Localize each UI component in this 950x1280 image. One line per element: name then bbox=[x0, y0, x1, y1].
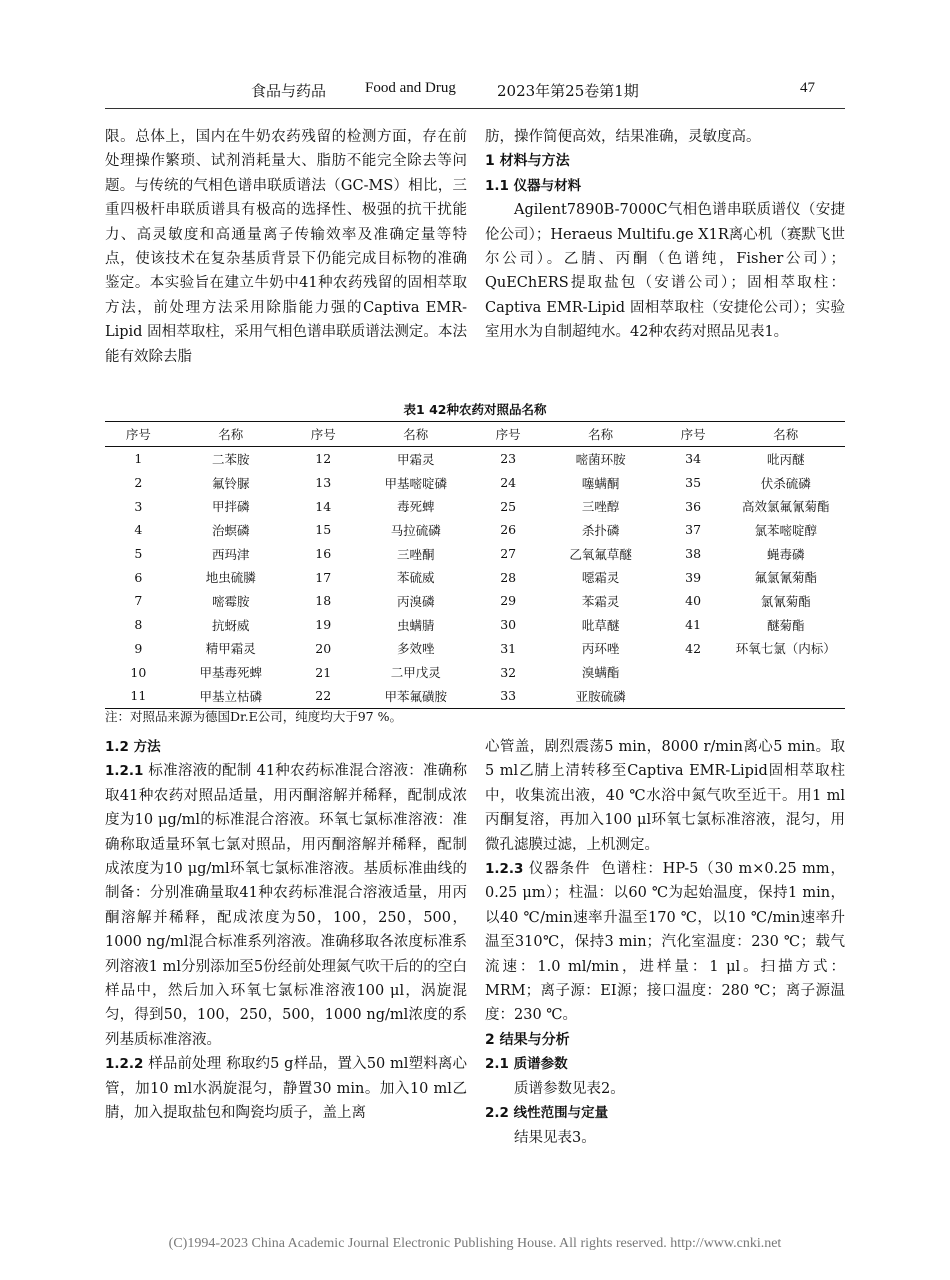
pesticide-table bbox=[105, 421, 845, 709]
pesticide-name-cell: 地虫硫膦 bbox=[205, 570, 256, 586]
pesticide-number-cell: 19 bbox=[315, 617, 332, 633]
sub-subsection-title: 仪器条件 bbox=[528, 861, 591, 878]
pesticide-name-cell: 苯霜灵 bbox=[581, 593, 620, 609]
pesticide-number-cell: 32 bbox=[500, 664, 517, 680]
pesticide-name-cell: 杀扑磷 bbox=[581, 522, 620, 538]
column-header: 名称 bbox=[542, 422, 660, 447]
subsection-heading bbox=[485, 1052, 845, 1076]
pesticide-name-cell: 丙环唑 bbox=[581, 641, 620, 657]
pesticide-name-cell: 嘧霉胺 bbox=[212, 593, 250, 609]
left-column-top bbox=[105, 125, 467, 369]
pesticide-number-cell: 4 bbox=[134, 522, 143, 538]
column-header: 序号 bbox=[105, 422, 172, 447]
pesticide-name-cell: 甲苯氟磺胺 bbox=[357, 684, 475, 708]
pesticide-name-cell: 甲霜灵 bbox=[396, 451, 435, 467]
table-row bbox=[105, 660, 845, 684]
pesticide-number-cell: 1 bbox=[134, 451, 143, 467]
table-row bbox=[105, 494, 845, 518]
sub-subsection-title: 标准溶液的配制 bbox=[148, 763, 252, 780]
pesticide-number-cell: 24 bbox=[500, 475, 517, 491]
copyright-footer: (C)1994-2023 China Academic Journal Electronic Publishing House. All rights reserved. http://www.cnki.net bbox=[168, 1236, 782, 1251]
body-paragraph: 心管盖，剧烈震荡5 min，8000 r/min离心5 min。取5 ml乙腈上清转移至Captiva EMR-Lipid固相萃取柱中，收集流出液，40 ℃水浴中氮气吹至近干。用1 ml丙酮复溶，再加入100 μl环氧七氯标准溶液，混匀，用微孔滤膜过滤，上机测定。 bbox=[485, 739, 845, 853]
pesticide-name-cell: 氟铃脲 bbox=[212, 475, 250, 491]
pesticide-number-cell: 37 bbox=[685, 522, 702, 538]
pesticide-number-cell: 14 bbox=[315, 498, 332, 514]
body-paragraph: 肪，操作简便高效，结果准确，灵敏度高。 bbox=[485, 129, 761, 145]
column-header: 名称 bbox=[357, 422, 475, 447]
table-row bbox=[105, 613, 845, 637]
pesticide-number-cell: 16 bbox=[315, 546, 332, 562]
pesticide-name-cell: 甲拌磷 bbox=[212, 499, 250, 515]
pesticide-name-cell: 高效氯氟氰菊酯 bbox=[741, 499, 830, 515]
pesticide-name-cell: 毒死蜱 bbox=[396, 499, 435, 515]
table-note: 注：对照品来源为德国Dr.E公司，纯度均大于97 %。 bbox=[105, 709, 402, 724]
pesticide-name-cell: 西玛津 bbox=[212, 546, 250, 562]
body-paragraph: 限。总体上，国内在牛奶农药残留的检测方面，存在前处理操作繁琐、试剂消耗量大、脂肪不能完全除去等问题。与传统的气相色谱串联质谱法（GC-MS）相比，三重四极杆串联质谱具有极高的选择性、极强的抗干扰能力、高灵敏度和高通量离子传输效率及准确定量等特点，使该技术在复杂基质背景下仍能完成目标物的准确鉴定。本实验旨在建立牛奶中41种农药残留的固相萃取方法，前处理方法采用除脂能力强的Captiva EMR-Lipid 固相萃取柱，采用气相色谱串联质谱法测定。本法能有效除去脂 bbox=[105, 129, 467, 365]
pesticide-number-cell: 40 bbox=[685, 593, 702, 609]
column-header: 序号 bbox=[475, 422, 542, 447]
pesticide-number-cell: 41 bbox=[685, 617, 702, 633]
pesticide-number-cell: 30 bbox=[500, 617, 517, 633]
pesticide-number-cell: 29 bbox=[500, 593, 517, 609]
pesticide-name-cell: 甲基嘧啶磷 bbox=[384, 475, 447, 491]
body-paragraph: Agilent7890B-7000C气相色谱串联质谱仪（安捷伦公司）；Heraeus Multifu.ge X1R离心机（赛默飞世尔公司）。乙腈、丙酮（色谱纯，Fisher公司）；QuEChERS提取盐包（安谱公司）；固相萃取柱：Captiva EMR-Lipid 固相萃取柱（安捷伦公司）；实验室用水为自制超纯水。42种农药对照品见表1。 bbox=[485, 202, 845, 341]
table-header-row bbox=[105, 422, 845, 447]
pesticide-name-cell: 亚胺硫磷 bbox=[542, 684, 660, 708]
subsection-heading-text: 2.2 线性范围与定量 bbox=[485, 1105, 609, 1122]
pesticide-number-cell: 5 bbox=[134, 546, 143, 562]
running-header bbox=[105, 80, 845, 106]
pesticide-number-cell: 22 bbox=[290, 684, 357, 708]
pesticide-number-cell: 7 bbox=[134, 593, 143, 609]
pesticide-number-cell bbox=[660, 660, 727, 684]
pesticide-number-cell: 13 bbox=[315, 475, 332, 491]
pesticide-number-cell: 6 bbox=[134, 569, 143, 585]
pesticide-name-cell: 抗蚜威 bbox=[212, 617, 250, 633]
journal-title-en: Food and Drug bbox=[365, 80, 456, 96]
table-row bbox=[105, 589, 845, 613]
body-paragraph bbox=[105, 1052, 467, 1125]
pesticide-number-cell: 23 bbox=[500, 451, 517, 467]
pesticide-number-cell: 3 bbox=[134, 498, 143, 514]
table-row bbox=[105, 518, 845, 542]
body-text: 色谱柱：HP-5（30 m×0.25 mm，0.25 μm）；柱温：以60 ℃为起始温度，保持1 min，以40 ℃/min速率升温至170 ℃，以10 ℃/min速率升温至310℃，保持3 min；汽化室温度：230 ℃；载气流速：1.0 ml/min，进样量：1 μl。扫描方式：MRM；离子源：EI源；接口温度：280 ℃；离子源温度：230 ℃。 bbox=[485, 861, 846, 1024]
table-row bbox=[105, 637, 845, 661]
column-header: 序号 bbox=[660, 422, 727, 447]
body-paragraph: 质谱参数见表2。 bbox=[514, 1080, 625, 1097]
table-caption: 表1 42种农药对照品名称 bbox=[403, 402, 547, 417]
pesticide-name-cell: 嘧菌环胺 bbox=[575, 451, 626, 467]
right-column-bottom bbox=[485, 735, 845, 1150]
pesticide-name-cell: 吡草醚 bbox=[581, 617, 620, 633]
pesticide-number-cell: 28 bbox=[500, 569, 517, 585]
pesticide-number-cell: 42 bbox=[685, 640, 702, 656]
body-text: 称取约5 g样品，置入50 ml塑料离心管，加10 ml水涡旋混匀，静置30 min。加入10 ml乙腈，加入提取盐包和陶瓷均质子，盖上离 bbox=[105, 1056, 468, 1122]
pesticide-name-cell: 多效唑 bbox=[396, 641, 435, 657]
section-heading: 1 材料与方法 bbox=[485, 153, 570, 170]
pesticide-name-cell: 吡丙醚 bbox=[766, 451, 805, 467]
pesticide-number-cell: 26 bbox=[500, 522, 517, 538]
body-paragraph: 结果见表3。 bbox=[514, 1129, 596, 1146]
pesticide-number-cell: 38 bbox=[685, 546, 702, 562]
pesticide-number-cell: 36 bbox=[685, 498, 702, 514]
pesticide-number-cell: 15 bbox=[315, 522, 332, 538]
sub-subsection-number: 1.2.3 bbox=[485, 861, 524, 878]
pesticide-number-cell: 39 bbox=[685, 569, 702, 585]
subsection-heading bbox=[485, 174, 845, 198]
pesticide-name-cell: 氟氯氰菊酯 bbox=[754, 570, 817, 586]
pesticide-number-cell: 9 bbox=[134, 640, 143, 656]
pesticide-number-cell bbox=[660, 684, 727, 708]
pesticide-name-cell: 伏杀硫磷 bbox=[760, 475, 811, 491]
sub-subsection-number: 1.2.2 bbox=[105, 1056, 144, 1073]
pesticide-name-cell: 苯硫威 bbox=[396, 570, 435, 586]
pesticide-name-cell: 蝇毒磷 bbox=[766, 546, 805, 562]
pesticide-name-cell: 氯氰菊酯 bbox=[760, 593, 811, 609]
table-row bbox=[105, 542, 845, 566]
section-heading: 2 结果与分析 bbox=[485, 1031, 570, 1048]
pesticide-number-cell: 31 bbox=[500, 640, 517, 656]
table-body bbox=[105, 447, 845, 709]
pesticide-number-cell: 33 bbox=[475, 684, 542, 708]
pesticide-number-cell: 11 bbox=[105, 684, 172, 708]
body-text: 41种农药标准混合溶液：准确称取41种农药对照品适量，用丙酮溶解并稀释，配制成浓度为10 μg/ml的标准混合溶液。环氧七氯标准溶液：准确称取适量环氧七氯对照品，用丙酮溶解并稀释，配制成浓度为10 μg/ml环氧七氯标准溶液。基质标准曲线的制备：分别准确量取41种农药标准混合溶液适量，用丙酮溶解并稀释，配成浓度为50，100，250，500，1000 ng/ml混合标准系列溶液。准确移取各浓度标准系列溶液1 ml分别添加至5份经前处理氮气吹干后的的空白样品中，然后加入环氧七氯标准溶液100 μl，涡旋混匀，得到50，100，250，500，1000 ng/ml浓度的系列基质标准溶液。 bbox=[105, 763, 468, 1048]
pesticide-number-cell: 12 bbox=[315, 451, 332, 467]
issue-info: 2023年第25卷第1期 bbox=[497, 82, 639, 100]
pesticide-number-cell: 10 bbox=[130, 664, 147, 680]
pesticide-name-cell: 甲基毒死蜱 bbox=[199, 665, 263, 681]
table-row bbox=[105, 684, 845, 708]
pesticide-number-cell: 35 bbox=[685, 475, 702, 491]
right-column-top bbox=[485, 125, 845, 345]
pesticide-name-cell: 虫螨腈 bbox=[396, 617, 435, 633]
subsection-heading bbox=[485, 1101, 845, 1125]
sub-subsection-title: 样品前处理 bbox=[148, 1056, 222, 1073]
pesticide-number-cell: 2 bbox=[134, 475, 143, 491]
subsection-heading bbox=[105, 735, 467, 759]
pesticide-name-cell: 醚菊酯 bbox=[766, 617, 805, 633]
journal-title-cn: 食品与药品 bbox=[251, 82, 327, 100]
pesticide-name-cell: 乙氧氟草醚 bbox=[569, 546, 632, 562]
header-rule bbox=[105, 108, 845, 109]
pesticide-number-cell: 34 bbox=[685, 451, 702, 467]
pesticide-name-cell bbox=[726, 684, 845, 708]
pesticide-name-cell bbox=[726, 660, 845, 684]
body-paragraph bbox=[105, 759, 467, 1052]
table-row bbox=[105, 565, 845, 589]
pesticide-name-cell: 马拉硫磷 bbox=[390, 522, 441, 538]
column-header: 名称 bbox=[172, 422, 290, 447]
pesticide-number-cell: 17 bbox=[315, 569, 332, 585]
table-row bbox=[105, 447, 845, 471]
pesticide-number-cell: 27 bbox=[500, 546, 517, 562]
sub-subsection-number: 1.2.1 bbox=[105, 763, 144, 780]
pesticide-number-cell: 20 bbox=[315, 640, 332, 656]
pesticide-name-cell: 氯苯嘧啶醇 bbox=[754, 522, 817, 538]
subsection-heading-text: 2.1 质谱参数 bbox=[485, 1056, 568, 1073]
column-header: 序号 bbox=[290, 422, 357, 447]
subsection-heading-text: 1.1 仪器与材料 bbox=[485, 177, 582, 194]
pesticide-number-cell: 8 bbox=[134, 617, 143, 633]
pesticide-name-cell: 三唑醇 bbox=[581, 499, 620, 515]
pesticide-name-cell: 精甲霜灵 bbox=[205, 641, 256, 657]
pesticide-number-cell: 18 bbox=[315, 593, 332, 609]
column-header: 名称 bbox=[726, 422, 845, 447]
pesticide-name-cell: 二甲戊灵 bbox=[390, 665, 441, 681]
pesticide-name-cell: 噻螨酮 bbox=[581, 475, 620, 491]
pesticide-name-cell: 环氧七氯（内标） bbox=[735, 641, 836, 657]
pesticide-name-cell: 甲基立枯磷 bbox=[172, 684, 290, 708]
left-column-bottom bbox=[105, 735, 467, 1126]
page-number: 47 bbox=[800, 80, 815, 96]
pesticide-name-cell: 丙溴磷 bbox=[396, 593, 435, 609]
pesticide-name-cell: 三唑酮 bbox=[396, 546, 435, 562]
pesticide-name-cell: 噁霜灵 bbox=[581, 570, 620, 586]
pesticide-name-cell: 治螟磷 bbox=[212, 522, 250, 538]
pesticide-number-cell: 25 bbox=[500, 498, 517, 514]
pesticide-name-cell: 溴螨酯 bbox=[581, 665, 620, 681]
pesticide-name-cell: 二苯胺 bbox=[212, 451, 250, 467]
table-row bbox=[105, 471, 845, 495]
pesticide-number-cell: 21 bbox=[315, 664, 332, 680]
body-paragraph bbox=[485, 857, 845, 1028]
subsection-heading-text: 1.2 方法 bbox=[105, 739, 161, 755]
